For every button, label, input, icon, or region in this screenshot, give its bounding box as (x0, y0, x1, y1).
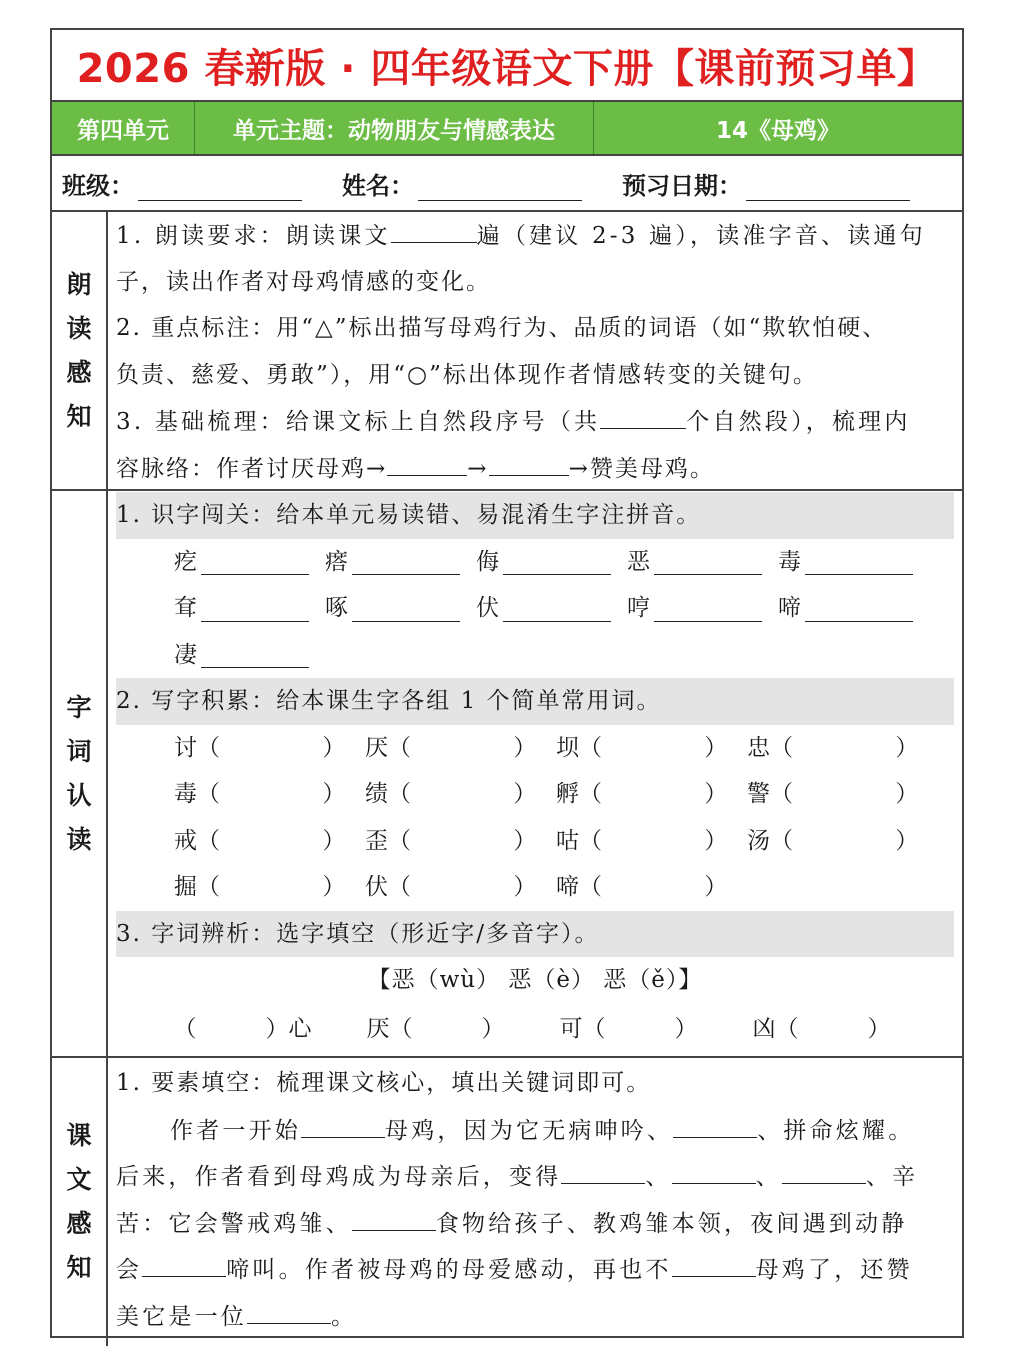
reading-item-3: 3. 基础梳理：给课文标上自然段序号（共 个自然段），梳理内 (116, 398, 954, 445)
polyphone-options: 【恶（wù） 恶（è） 恶（ě）】 (367, 967, 703, 993)
text-blank-8[interactable] (672, 1246, 756, 1277)
word-blank[interactable] (602, 874, 704, 900)
reading-item-2-cont: 负责、慈爱、勇敢”），用“○”标出体现作者情感转变的关键句。 (116, 361, 818, 388)
word-blank[interactable] (793, 781, 895, 807)
words-item-1: 1. 识字闯关：给本单元易读错、易混淆生字注拼音。 (116, 492, 954, 539)
word-blank[interactable] (220, 828, 322, 854)
word-blank[interactable] (220, 781, 322, 807)
pinyin-blank[interactable] (503, 548, 611, 575)
polyphone-fill-row (116, 1004, 954, 1054)
word-blank[interactable] (220, 874, 322, 900)
theme-cell: 单元主题：动物朋友与情感表达 (195, 102, 594, 154)
text-blank-9[interactable] (247, 1293, 331, 1324)
paragraph-count-blank[interactable] (600, 398, 686, 429)
date-field (622, 166, 910, 201)
section-reading-body (108, 212, 962, 489)
pinyin-blank[interactable] (201, 595, 309, 622)
word-blank[interactable] (220, 735, 322, 761)
pinyin-blank[interactable] (654, 595, 762, 622)
text-blank-4[interactable] (672, 1153, 756, 1184)
section-reading-label: 朗 读 感 知 (52, 212, 108, 489)
pinyin-row-3: 凄 (116, 632, 954, 679)
pinyin-blank[interactable] (352, 595, 460, 622)
class-input-line[interactable] (138, 174, 302, 201)
pinyin-blank[interactable] (201, 548, 309, 575)
section-words-body (108, 491, 962, 1056)
class-label: 班级： (62, 171, 134, 200)
section-words (52, 491, 962, 1058)
text-para-5: 美它是一位 。 (116, 1293, 954, 1340)
text-blank-7[interactable] (142, 1246, 226, 1277)
word-blank[interactable] (602, 735, 704, 761)
word-blank[interactable] (411, 828, 513, 854)
name-field (342, 166, 582, 201)
word-blank[interactable] (793, 828, 895, 854)
text-blank-6[interactable] (352, 1200, 436, 1231)
pinyin-blank[interactable] (503, 595, 611, 622)
word-blank[interactable] (411, 735, 513, 761)
pinyin-row-1: 疙 瘩 侮 恶 毒 (116, 539, 954, 586)
word-blank[interactable] (602, 781, 704, 807)
word-blank[interactable] (411, 781, 513, 807)
word-row-2: 毒（ ） 绩（ ） 孵（ ） 警（ ） (174, 781, 919, 807)
text-blank-3[interactable] (561, 1153, 645, 1184)
section-words-label: 字 词 认 读 (52, 491, 108, 1056)
word-row-1: 讨（ ） 厌（ ） 坝（ ） 忠（ ） (174, 734, 919, 761)
pinyin-blank[interactable] (352, 548, 460, 575)
read-times-blank[interactable] (391, 212, 477, 243)
fill-blank-1[interactable]: （ ）心 (173, 1015, 312, 1042)
word-row-3: 戒（ ） 歪（ ） 咕（ ） 汤（ ） (174, 827, 919, 854)
text-para-2: 后来，作者看到母鸡成为母亲后，变得 、 、 、辛 (116, 1153, 954, 1200)
section-text-body (108, 1058, 962, 1346)
section-reading (52, 212, 962, 491)
lesson-cell: 14《母鸡》 (715, 117, 840, 144)
text-para-1: 作者一开始 母鸡，因为它无病呻吟、 、拼命炫耀。 (116, 1107, 954, 1154)
sequence-blank-1[interactable] (387, 445, 467, 476)
pinyin-row-2: 耷 啄 伏 哼 啼 (116, 585, 954, 632)
pinyin-blank[interactable] (805, 595, 913, 622)
words-item-3: 3. 字词辨析：选字填空（形近字/多音字）。 (116, 911, 954, 958)
fill-blank-4[interactable]: 凶（ ） (752, 1015, 891, 1042)
pinyin-blank[interactable] (201, 641, 309, 668)
word-blank[interactable] (602, 828, 704, 854)
word-blank[interactable] (793, 735, 895, 761)
section-text (52, 1058, 962, 1346)
section-text-label: 课 文 感 知 (52, 1058, 108, 1346)
text-blank-1[interactable] (301, 1107, 385, 1138)
reading-item-3-cont: 容脉络：作者讨厌母鸡→ → →赞美母鸡。 (116, 445, 954, 492)
student-info-row (52, 156, 962, 212)
reading-item-1-cont: 子，读出作者对母鸡情感的变化。 (116, 268, 491, 295)
word-blank[interactable] (411, 874, 513, 900)
reading-item-1: 1. 朗读要求：朗读课文 遍（建议 2-3 遍），读准字音、读通句 (116, 212, 954, 259)
words-item-2: 2. 写字积累：给本课生字各组 1 个简单常用词。 (116, 678, 954, 725)
name-label: 姓名： (342, 171, 414, 200)
text-item-1: 1. 要素填空：梳理课文核心，填出关键词即可。 (116, 1070, 652, 1096)
text-para-4: 会 啼叫。作者被母鸡的母爱感动，再也不 母鸡了，还赞 (116, 1246, 954, 1293)
fill-blank-3[interactable]: 可（ ） (559, 1015, 698, 1042)
pinyin-blank[interactable] (805, 548, 913, 575)
fill-blank-2[interactable]: 厌（ ） (366, 1015, 505, 1042)
sequence-blank-2[interactable] (489, 445, 569, 476)
unit-cell: 第四单元 (52, 102, 195, 154)
page-title: 2026 春新版 · 四年级语文下册【课前预习单】 (52, 30, 962, 102)
date-input-line[interactable] (746, 174, 910, 201)
date-label: 预习日期： (622, 171, 742, 200)
name-input-line[interactable] (418, 174, 582, 201)
header-band (52, 102, 962, 156)
text-para-3: 苦：它会警戒鸡雏、 食物给孩子、教鸡雏本领，夜间遇到动静 (116, 1200, 954, 1247)
class-field (62, 166, 302, 201)
reading-item-2: 2. 重点标注：用“△”标出描写母鸡行为、品质的词语（如“欺软怕硬、 (116, 315, 888, 341)
text-blank-2[interactable] (673, 1107, 757, 1138)
worksheet (50, 28, 964, 1338)
text-blank-5[interactable] (782, 1153, 866, 1184)
pinyin-blank[interactable] (654, 548, 762, 575)
word-row-4: 掘（ ） 伏（ ） 啼（ ） (174, 874, 728, 900)
